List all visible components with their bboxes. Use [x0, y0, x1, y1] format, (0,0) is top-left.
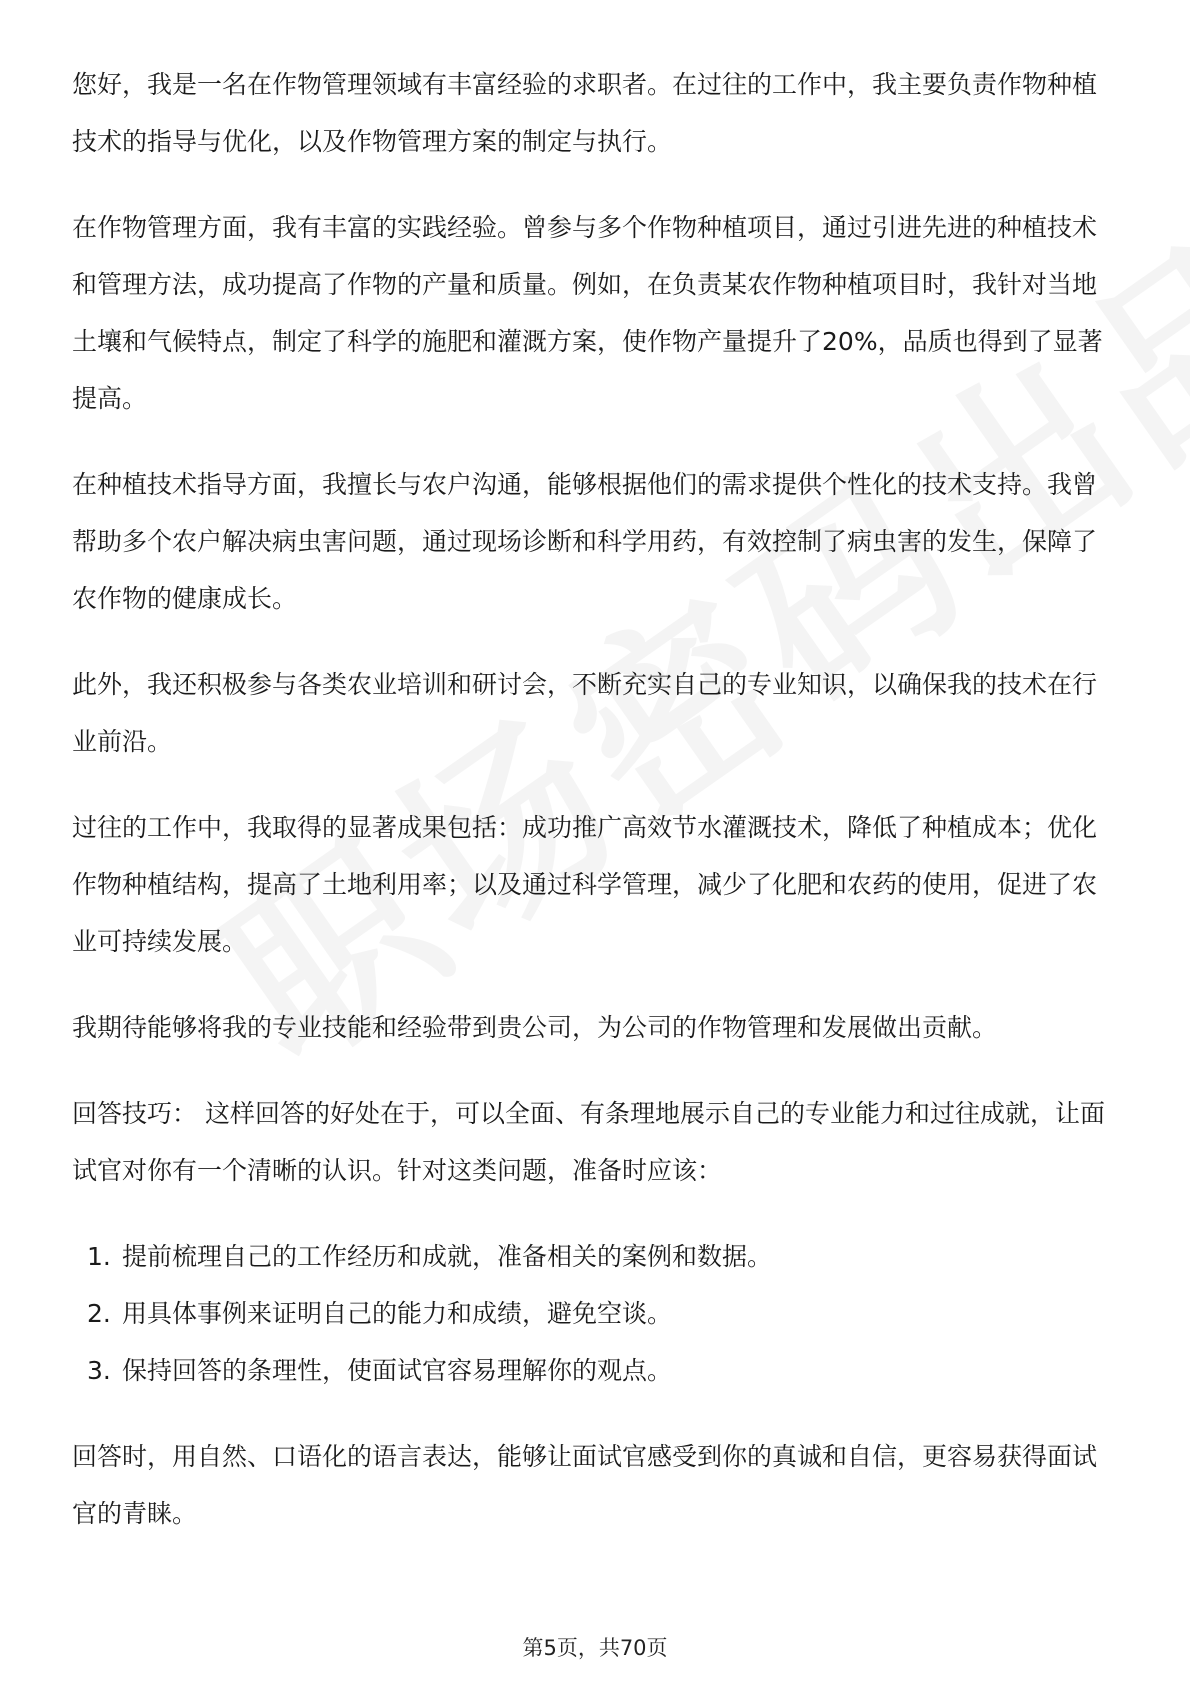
paragraph-crop-management: 在作物管理方面，我有丰富的实践经验。曾参与多个作物种植项目，通过引进先进的种植技术和管理方法，成功提高了作物的产量和质量。例如，在负责某农作物种植项目时，我针对当地土壤和气候特点，制定了科学的施肥和灌溉方案，使作物产量提升了20%，品质也得到了显著提高。 — [72, 213, 1103, 413]
paragraph-technical-guidance: 在种植技术指导方面，我擅长与农户沟通，能够根据他们的需求提供个性化的技术支持。我曾帮助多个农户解决病虫害问题，通过现场诊断和科学用药，有效控制了病虫害的发生，保障了农作物的健康成长。 — [72, 470, 1098, 613]
list-item — [87, 1285, 1120, 1342]
paragraph-intro: 您好，我是一名在作物管理领域有丰富经验的求职者。在过往的工作中，我主要负责作物种植技术的指导与优化，以及作物管理方案的制定与执行。 — [72, 70, 1098, 156]
list-item-text: 保持回答的条理性，使面试官容易理解你的观点。 — [122, 1356, 673, 1385]
list-item-number: 2. — [87, 1299, 111, 1328]
tips-list — [72, 1228, 1120, 1399]
paragraph-expectation: 我期待能够将我的专业技能和经验带到贵公司，为公司的作物管理和发展做出贡献。 — [72, 1013, 998, 1042]
list-item-text: 提前梳理自己的工作经历和成就，准备相关的案例和数据。 — [122, 1242, 773, 1271]
paragraph-training: 此外，我还积极参与各类农业培训和研讨会，不断充实自己的专业知识，以确保我的技术在行业前沿。 — [72, 670, 1098, 756]
list-item-number: 3. — [87, 1356, 111, 1385]
paragraph-answer-tips: 回答技巧： 这样回答的好处在于，可以全面、有条理地展示自己的专业能力和过往成就，让面试官对你有一个清晰的认识。针对这类问题，准备时应该： — [72, 1099, 1105, 1185]
paragraph-achievements: 过往的工作中，我取得的显著成果包括：成功推广高效节水灌溉技术，降低了种植成本；优化作物种植结构，提高了土地利用率；以及通过科学管理，减少了化肥和农药的使用，促进了农业可持续发展。 — [72, 813, 1098, 956]
list-item-text: 用具体事例来证明自己的能力和成绩，避免空谈。 — [122, 1299, 673, 1328]
page-footer: 第5页，共70页 — [522, 1636, 668, 1660]
list-item — [87, 1342, 1120, 1399]
list-item-number: 1. — [87, 1242, 111, 1271]
paragraph-closing: 回答时，用自然、口语化的语言表达，能够让面试官感受到你的真诚和自信，更容易获得面试官的青睐。 — [72, 1442, 1098, 1528]
list-item — [87, 1228, 1120, 1285]
document-body — [72, 56, 1120, 1571]
